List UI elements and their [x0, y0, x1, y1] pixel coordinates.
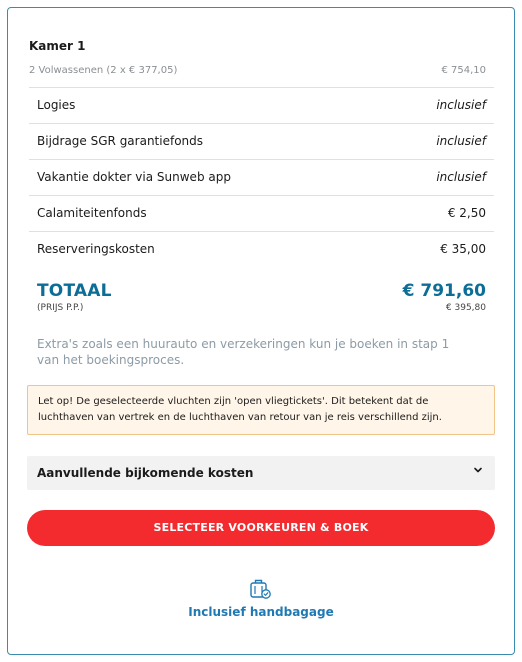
room-occupancy: 2 Volwassenen (2 x € 377,05): [29, 65, 178, 76]
cost-row-label: Calamiteitenfonds: [37, 206, 147, 220]
cost-row: [29, 124, 494, 160]
total-label: TOTAAL: [37, 281, 112, 301]
cost-row-label: Logies: [37, 98, 76, 112]
price-per-person: € 395,80: [445, 303, 486, 313]
cost-row: [29, 160, 494, 196]
cost-row-value: inclusief: [436, 134, 486, 148]
cost-row: [29, 232, 494, 268]
total-per-person-label: (PRIJS P.P.): [37, 303, 84, 313]
cost-row-value: inclusief: [436, 98, 486, 112]
cost-row-label: Bijdrage SGR garantiefonds: [37, 134, 204, 148]
cost-row-label: Vakantie dokter via Sunweb app: [37, 170, 231, 184]
chevron-down-icon[interactable]: [473, 464, 483, 478]
select-preferences-book-button[interactable]: SELECTEER VOORKEUREN & BOEK: [27, 510, 495, 546]
cost-row: [29, 88, 494, 124]
baggage-included-link[interactable]: Inclusief handbagage: [188, 605, 334, 619]
luggage-check-icon: [248, 578, 272, 600]
room-title: Kamer 1: [29, 39, 86, 53]
extras-info-text: Extra's zoals een huurauto en verzekeringen kun je boeken in stap 1 van het boekingsproces.: [37, 337, 450, 367]
open-ticket-notice: Let op! De geselecteerde vluchten zijn 'open vliegtickets'. Dit betekent dat de luchthaven van vertrek en de luchthaven van retour van je reis verschillend zijn.: [27, 385, 495, 435]
cost-row-value: € 35,00: [440, 242, 486, 256]
additional-costs-accordion[interactable]: [27, 456, 495, 490]
room-price: € 754,10: [441, 65, 486, 76]
cost-row: [29, 196, 494, 232]
total-price: € 791,60: [402, 281, 486, 301]
cost-row-label: Reserveringskosten: [37, 242, 155, 256]
cost-row-value: € 2,50: [447, 206, 486, 220]
accordion-label: Aanvullende bijkomende kosten: [37, 466, 254, 480]
cost-row-value: inclusief: [436, 170, 486, 184]
